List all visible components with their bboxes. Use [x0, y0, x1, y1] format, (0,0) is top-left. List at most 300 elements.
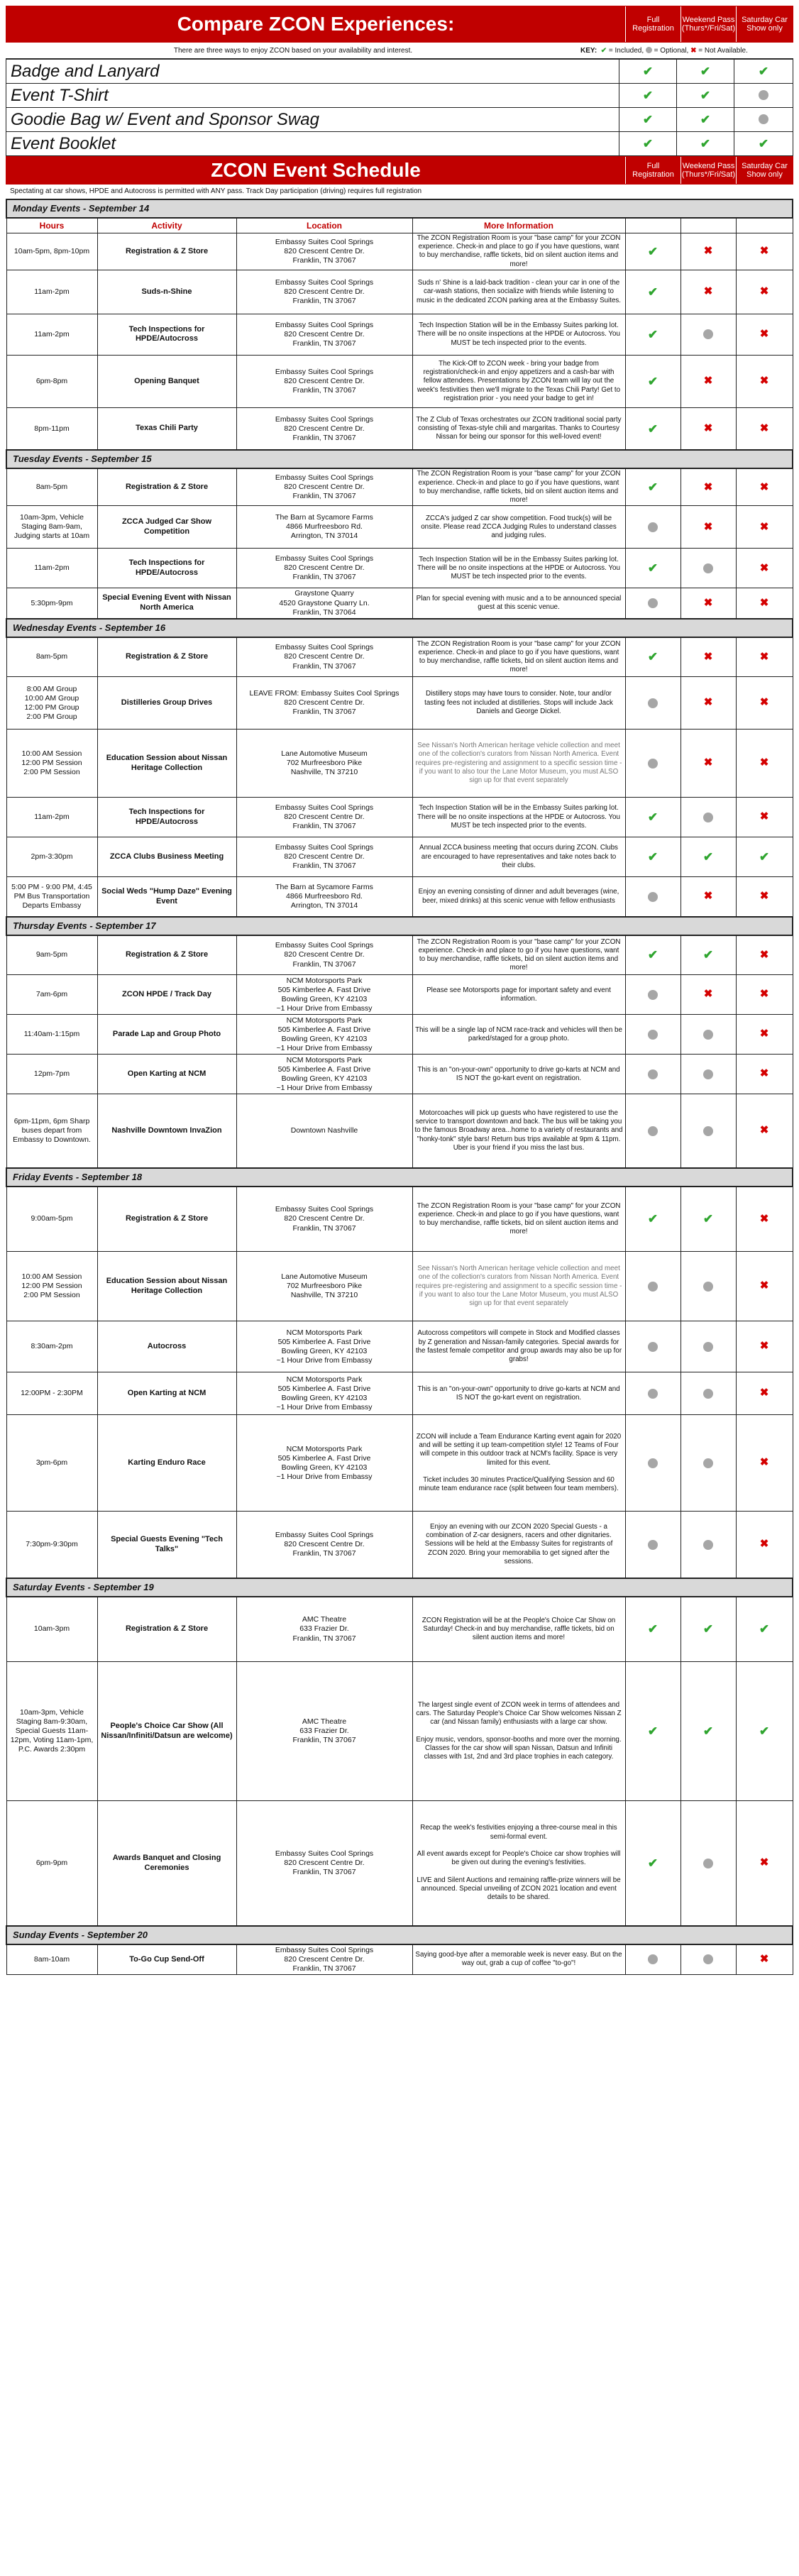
- event-activity: Education Session about Nissan Heritage Collection: [97, 730, 236, 798]
- event-availability: [736, 468, 793, 505]
- event-availability: [736, 730, 793, 798]
- event-availability: [736, 407, 793, 450]
- event-row: [6, 837, 793, 877]
- optional-dot-icon: [703, 1458, 713, 1468]
- perk-name: Event T-Shirt: [6, 84, 619, 108]
- x-icon: ✖: [703, 650, 713, 663]
- event-availability: [625, 1512, 680, 1578]
- event-row: [6, 506, 793, 549]
- event-info: The ZCON Registration Room is your "base camp" for your ZCON experience. Check-in and place to go if you have questions, want to buy merchandise, raffle tickets, bid on silent auction items and more!: [412, 637, 625, 677]
- check-icon: ✔: [700, 136, 711, 150]
- event-row: [6, 637, 793, 677]
- perk-row: [6, 132, 793, 156]
- optional-dot-icon: [703, 563, 713, 573]
- x-icon: ✖: [759, 480, 769, 493]
- event-hours: 11am-2pm: [6, 798, 97, 837]
- optional-dot-icon: [648, 990, 658, 1000]
- event-availability: [736, 588, 793, 619]
- event-location: Embassy Suites Cool Springs 820 Crescent Centre Dr. Franklin, TN 37067: [236, 549, 412, 588]
- event-info: Tech Inspection Station will be in the Embassy Suites parking lot. There will be no onsite inspections at the HPDE or Autocross. You MUST be tech inspected prior to the events.: [412, 549, 625, 588]
- col-blank: [625, 218, 680, 233]
- event-activity: Open Karting at NCM: [97, 1055, 236, 1094]
- event-location: AMC Theatre 633 Frazier Dr. Franklin, TN 37067: [236, 1597, 412, 1662]
- event-availability: [625, 1321, 680, 1372]
- event-location: Embassy Suites Cool Springs 820 Crescent Centre Dr. Franklin, TN 37067: [236, 798, 412, 837]
- perk-row: [6, 60, 793, 84]
- check-icon: ✔: [758, 136, 769, 150]
- event-activity: Karting Enduro Race: [97, 1415, 236, 1512]
- event-info: Please see Motorsports page for important safety and event information.: [412, 975, 625, 1015]
- event-row: [6, 1252, 793, 1321]
- day-header: [6, 619, 793, 637]
- event-availability: [736, 1187, 793, 1252]
- event-info: The ZCON Registration Room is your "base camp" for your ZCON experience. Check-in and place to go if you have questions, want to buy merchandise, raffle tickets, bid on silent auction items and more!: [412, 935, 625, 975]
- x-icon: ✖: [759, 890, 769, 903]
- event-hours: 6pm-9pm: [6, 1801, 97, 1926]
- event-activity: People's Choice Car Show (All Nissan/Infiniti/Datsun are welcome): [97, 1662, 236, 1801]
- event-location: Embassy Suites Cool Springs 820 Crescent Centre Dr. Franklin, TN 37067: [236, 1187, 412, 1252]
- check-icon: ✔: [702, 948, 714, 962]
- key-optional: = Optional,: [654, 46, 689, 55]
- day-label: Thursday Events - September 17: [6, 917, 793, 935]
- event-info: The ZCON Registration Room is your "base camp" for your ZCON experience. Check-in and place to go if you have questions, want to buy merchandise, raffle tickets, bid on silent auction items and more!: [412, 468, 625, 505]
- key-not-available: = Not Available.: [698, 46, 748, 55]
- check-icon: ✔: [700, 88, 711, 102]
- event-info: Distillery stops may have tours to consider. Note, tour and/or tasting fees not included at distilleries. Stops will include Jack Daniels and George Dickel.: [412, 677, 625, 730]
- event-info: Annual ZCCA business meeting that occurs during ZCON. Clubs are encouraged to have representatives and take notes back to their clubs.: [412, 837, 625, 877]
- event-row: [6, 314, 793, 355]
- day-label: Tuesday Events - September 15: [6, 450, 793, 468]
- event-location: Embassy Suites Cool Springs 820 Crescent Centre Dr. Franklin, TN 37067: [236, 270, 412, 314]
- day-label: Monday Events - September 14: [6, 199, 793, 218]
- event-availability: [680, 1252, 736, 1321]
- event-availability: [625, 1597, 680, 1662]
- perk-availability: [619, 108, 677, 132]
- event-location: NCM Motorsports Park 505 Kimberlee A. Fast Drive Bowling Green, KY 42103 ~1 Hour Drive from Embassy: [236, 1321, 412, 1372]
- schedule-title: ZCON Event Schedule: [211, 159, 421, 181]
- optional-dot-icon: [648, 1030, 658, 1040]
- event-activity: Texas Chili Party: [97, 407, 236, 450]
- event-row: [6, 1415, 793, 1512]
- event-activity: Distilleries Group Drives: [97, 677, 236, 730]
- check-icon: ✔: [700, 112, 711, 126]
- event-row: [6, 1187, 793, 1252]
- perk-availability: [677, 84, 734, 108]
- event-location: Embassy Suites Cool Springs 820 Crescent Centre Dr. Franklin, TN 37067: [236, 355, 412, 407]
- optional-dot-icon: [759, 114, 768, 124]
- event-activity: Registration & Z Store: [97, 637, 236, 677]
- event-availability: [625, 1801, 680, 1926]
- check-icon: ✔: [758, 64, 769, 78]
- perk-availability: [734, 84, 793, 108]
- day-header: [6, 450, 793, 468]
- check-icon: ✔: [647, 244, 659, 258]
- optional-dot-icon: [648, 1069, 658, 1079]
- perk-availability: [734, 60, 793, 84]
- event-availability: [625, 1372, 680, 1415]
- event-hours: 9:00am-5pm: [6, 1187, 97, 1252]
- event-location: Lane Automotive Museum 702 Murfreesboro Pike Nashville, TN 37210: [236, 1252, 412, 1321]
- check-icon: ✔: [647, 850, 659, 864]
- event-location: Embassy Suites Cool Springs 820 Crescent Centre Dr. Franklin, TN 37067: [236, 837, 412, 877]
- event-activity: Special Guests Evening "Tech Talks": [97, 1512, 236, 1578]
- event-row: [6, 588, 793, 619]
- event-availability: [625, 935, 680, 975]
- event-availability: [736, 637, 793, 677]
- event-availability: [680, 588, 736, 619]
- x-icon: ✖: [703, 988, 713, 1001]
- event-availability: [736, 935, 793, 975]
- optional-dot-icon: [648, 1282, 658, 1292]
- event-availability: [680, 877, 736, 917]
- event-availability: [736, 1512, 793, 1578]
- event-activity: ZCCA Judged Car Show Competition: [97, 506, 236, 549]
- event-availability: [680, 1597, 736, 1662]
- check-icon: ✔: [642, 136, 654, 150]
- event-location: Embassy Suites Cool Springs 820 Crescent Centre Dr. Franklin, TN 37067: [236, 1944, 412, 1975]
- event-hours: 11:40am-1:15pm: [6, 1015, 97, 1055]
- event-location: NCM Motorsports Park 505 Kimberlee A. Fast Drive Bowling Green, KY 42103 ~1 Hour Drive from Embassy: [236, 975, 412, 1015]
- check-icon: ✔: [642, 88, 654, 102]
- event-location: NCM Motorsports Park 505 Kimberlee A. Fast Drive Bowling Green, KY 42103 ~1 Hour Drive from Embassy: [236, 1372, 412, 1415]
- event-availability: [680, 355, 736, 407]
- optional-dot-icon: [648, 1126, 658, 1136]
- event-availability: [736, 1055, 793, 1094]
- event-availability: [680, 233, 736, 270]
- event-availability: [625, 588, 680, 619]
- event-availability: [736, 355, 793, 407]
- event-location: AMC Theatre 633 Frazier Dr. Franklin, TN 37067: [236, 1662, 412, 1801]
- event-location: NCM Motorsports Park 505 Kimberlee A. Fast Drive Bowling Green, KY 42103 ~1 Hour Drive from Embassy: [236, 1015, 412, 1055]
- legend-key: [580, 47, 793, 55]
- event-hours: 6pm-11pm, 6pm Sharp buses depart from Embassy to Downtown.: [6, 1094, 97, 1168]
- event-info: The ZCON Registration Room is your "base camp" for your ZCON experience. Check-in and place to go if you have questions, want to buy merchandise, raffle tickets, bid on silent auction items and more!: [412, 1187, 625, 1252]
- comparison-sheet: [6, 6, 793, 1975]
- page-title: Compare ZCON Experiences:: [177, 13, 455, 35]
- event-hours: 10:00 AM Session 12:00 PM Session 2:00 PM Session: [6, 730, 97, 798]
- event-info: Saying good-bye after a memorable week is never easy. But on the way out, grab a cup of coffee "to-go"!: [412, 1944, 625, 1975]
- event-hours: 7:30pm-9:30pm: [6, 1512, 97, 1578]
- event-availability: [736, 1801, 793, 1926]
- check-icon: ✔: [647, 285, 659, 299]
- event-row: [6, 1597, 793, 1662]
- event-activity: Registration & Z Store: [97, 1187, 236, 1252]
- event-activity: Tech Inspections for HPDE/Autocross: [97, 549, 236, 588]
- check-icon: ✔: [759, 850, 770, 864]
- event-availability: [625, 407, 680, 450]
- perk-availability: [619, 84, 677, 108]
- col-weekend-pass: Weekend Pass (Thurs*/Fri/Sat): [680, 6, 736, 42]
- event-location: The Barn at Sycamore Farms 4866 Murfreesboro Rd. Arrington, TN 37014: [236, 877, 412, 917]
- event-availability: [736, 677, 793, 730]
- event-row: [6, 935, 793, 975]
- event-availability: [680, 677, 736, 730]
- event-location: Embassy Suites Cool Springs 820 Crescent Centre Dr. Franklin, TN 37067: [236, 468, 412, 505]
- event-hours: 7am-6pm: [6, 975, 97, 1015]
- x-icon: ✖: [703, 375, 713, 387]
- event-info: The largest single event of ZCON week in terms of attendees and cars. The Saturday People's Choice Car Show welcomes Nissan Z car (and Nissan family) enthusiasts with a large car show. Enjoy music, vendors, sponsor-booths and more over the morning. Classes for the car show will span Nissan, Datsun and Infiniti classes with 1st, 2nd and 3rd place trophies in each category.: [412, 1662, 625, 1801]
- optional-dot-icon: [648, 1342, 658, 1352]
- event-info: The Kick-Off to ZCON week - bring your badge from registration/check-in and enjoy appetizers and a cash-bar with fellow attendees. Presentations by ZCON team will lay out the week's festivities then we'll migrate to the Texas Chili Party! Get to registration prior - you need your badge to get in!: [412, 355, 625, 407]
- event-info: Tech Inspection Station will be in the Embassy Suites parking lot. There will be no onsite inspections at the HPDE or Autocross. You MUST be tech inspected prior to the events.: [412, 314, 625, 355]
- x-icon: ✖: [759, 650, 769, 663]
- event-info: See Nissan's North American heritage vehicle collection and meet one of the collection's curators from Nissan North America. Event requires pre-registering and assignment to a specific session time - if you want to also tour the Lane Motor Museum, you must ALSO sign up for that event separately: [412, 1252, 625, 1321]
- col-saturday-only: Saturday Car Show only: [736, 6, 793, 42]
- optional-dot-icon: [703, 1954, 713, 1964]
- x-icon: ✖: [703, 480, 713, 493]
- event-hours: 2pm-3:30pm: [6, 837, 97, 877]
- event-availability: [680, 1187, 736, 1252]
- event-row: [6, 270, 793, 314]
- day-header: [6, 1168, 793, 1187]
- day-header: [6, 917, 793, 935]
- event-row: [6, 355, 793, 407]
- day-label: Saturday Events - September 19: [6, 1578, 793, 1597]
- x-icon: ✖: [759, 1067, 769, 1080]
- event-availability: [736, 877, 793, 917]
- event-row: [6, 1512, 793, 1578]
- optional-dot-icon: [703, 1389, 713, 1399]
- event-availability: [680, 975, 736, 1015]
- event-availability: [680, 1662, 736, 1801]
- day-header: [6, 1578, 793, 1597]
- event-hours: 12pm-7pm: [6, 1055, 97, 1094]
- event-availability: [625, 637, 680, 677]
- x-icon: ✖: [703, 520, 713, 533]
- event-availability: [680, 314, 736, 355]
- optional-dot-icon: [703, 1342, 713, 1352]
- x-icon: ✖: [759, 328, 769, 341]
- event-location: Lane Automotive Museum 702 Murfreesboro Pike Nashville, TN 37210: [236, 730, 412, 798]
- day-label: Sunday Events - September 20: [6, 1926, 793, 1944]
- event-availability: [625, 233, 680, 270]
- event-availability: [625, 798, 680, 837]
- event-row: [6, 677, 793, 730]
- x-icon: ✖: [703, 422, 713, 434]
- event-hours: 8am-5pm: [6, 637, 97, 677]
- event-activity: Registration & Z Store: [97, 1597, 236, 1662]
- event-availability: [680, 1055, 736, 1094]
- event-hours: 12:00PM - 2:30PM: [6, 1372, 97, 1415]
- x-icon: ✖: [759, 285, 769, 298]
- event-availability: [625, 975, 680, 1015]
- x-icon: ✖: [759, 1538, 769, 1551]
- event-availability: [736, 1015, 793, 1055]
- event-availability: [680, 798, 736, 837]
- event-availability: [680, 837, 736, 877]
- x-icon: ✖: [759, 696, 769, 709]
- optional-dot-icon: [759, 90, 768, 100]
- check-icon: ✔: [600, 46, 607, 55]
- check-icon: ✔: [647, 1724, 659, 1739]
- event-availability: [736, 1944, 793, 1975]
- event-hours: 8am-10am: [6, 1944, 97, 1975]
- x-icon: ✖: [759, 520, 769, 533]
- x-icon: ✖: [759, 561, 769, 574]
- event-hours: 3pm-6pm: [6, 1415, 97, 1512]
- event-row: [6, 877, 793, 917]
- event-row: [6, 407, 793, 450]
- check-icon: ✔: [647, 1856, 659, 1870]
- event-hours: 10am-3pm: [6, 1597, 97, 1662]
- event-location: Embassy Suites Cool Springs 820 Crescent Centre Dr. Franklin, TN 37067: [236, 314, 412, 355]
- event-hours: 8pm-11pm: [6, 407, 97, 450]
- schedule-table: [6, 199, 793, 1975]
- event-availability: [680, 1015, 736, 1055]
- event-row: [6, 975, 793, 1015]
- check-icon: ✔: [647, 1212, 659, 1226]
- event-availability: [680, 1415, 736, 1512]
- event-hours: 5:00 PM - 9:00 PM, 4:45 PM Bus Transportation Departs Embassy: [6, 877, 97, 917]
- event-location: NCM Motorsports Park 505 Kimberlee A. Fast Drive Bowling Green, KY 42103 ~1 Hour Drive from Embassy: [236, 1055, 412, 1094]
- event-availability: [736, 233, 793, 270]
- optional-dot-icon: [703, 1859, 713, 1868]
- event-availability: [625, 877, 680, 917]
- event-location: NCM Motorsports Park 505 Kimberlee A. Fast Drive Bowling Green, KY 42103 ~1 Hour Drive from Embassy: [236, 1415, 412, 1512]
- event-activity: Awards Banquet and Closing Ceremonies: [97, 1801, 236, 1926]
- event-row: [6, 1321, 793, 1372]
- event-hours: 11am-2pm: [6, 314, 97, 355]
- perk-name: Goodie Bag w/ Event and Sponsor Swag: [6, 108, 619, 132]
- event-info: Autocross competitors will compete in Stock and Modified classes by Z generation and Nissan-family categories. Special awards for the fastest female competitor and group awards may also be up for grabs!: [412, 1321, 625, 1372]
- event-row: [6, 1662, 793, 1801]
- event-info: This is an "on-your-own" opportunity to drive go-karts at NCM and IS NOT the go-kart event on registration.: [412, 1055, 625, 1094]
- event-activity: ZCON HPDE / Track Day: [97, 975, 236, 1015]
- event-availability: [680, 1094, 736, 1168]
- event-activity: To-Go Cup Send-Off: [97, 1944, 236, 1975]
- event-availability: [680, 1512, 736, 1578]
- event-hours: 10am-5pm, 8pm-10pm: [6, 233, 97, 270]
- event-activity: Registration & Z Store: [97, 935, 236, 975]
- x-icon: ✖: [759, 1856, 769, 1869]
- key-label: KEY:: [580, 46, 597, 55]
- check-icon: ✔: [759, 1622, 770, 1636]
- perk-availability: [619, 60, 677, 84]
- event-location: LEAVE FROM: Embassy Suites Cool Springs 820 Crescent Centre Dr. Franklin, TN 37067: [236, 677, 412, 730]
- event-info: Plan for special evening with music and a to be announced special guest at this scenic venue.: [412, 588, 625, 619]
- event-availability: [736, 1252, 793, 1321]
- event-activity: Registration & Z Store: [97, 468, 236, 505]
- event-hours: 10:00 AM Session 12:00 PM Session 2:00 PM Session: [6, 1252, 97, 1321]
- event-availability: [625, 1252, 680, 1321]
- check-icon: ✔: [702, 1724, 714, 1739]
- event-location: Embassy Suites Cool Springs 820 Crescent Centre Dr. Franklin, TN 37067: [236, 407, 412, 450]
- event-info: Recap the week's festivities enjoying a three-course meal in this semi-formal event. All event awards except for People's Choice car show trophies will be given out during the evening's festivities. LIVE and Silent Auctions and remaining raffle-prize winners will be announced. Special unveiling of ZCON 2021 location and event details to be shared.: [412, 1801, 625, 1926]
- perk-row: [6, 108, 793, 132]
- check-icon: ✔: [647, 480, 659, 495]
- x-icon: ✖: [759, 1028, 769, 1040]
- check-icon: ✔: [647, 422, 659, 436]
- schedule-col-full: Full Registration: [625, 157, 680, 184]
- perk-availability: [677, 132, 734, 156]
- perks-table: [6, 59, 793, 156]
- event-availability: [680, 506, 736, 549]
- x-icon: ✖: [703, 756, 713, 769]
- x-icon: ✖: [759, 422, 769, 434]
- event-row: [6, 233, 793, 270]
- event-availability: [680, 935, 736, 975]
- event-availability: [625, 355, 680, 407]
- x-icon: ✖: [759, 245, 769, 258]
- event-activity: Nashville Downtown InvaZion: [97, 1094, 236, 1168]
- event-activity: Parade Lap and Group Photo: [97, 1015, 236, 1055]
- event-row: [6, 1055, 793, 1094]
- optional-dot-icon: [648, 759, 658, 769]
- column-header-row: [6, 218, 793, 233]
- optional-dot-icon: [703, 1540, 713, 1550]
- event-hours: 6pm-8pm: [6, 355, 97, 407]
- event-availability: [625, 1662, 680, 1801]
- x-icon: ✖: [703, 285, 713, 298]
- event-availability: [625, 468, 680, 505]
- perk-availability: [677, 60, 734, 84]
- check-icon: ✔: [702, 850, 714, 864]
- col-full-registration: Full Registration: [625, 6, 680, 42]
- event-availability: [736, 506, 793, 549]
- event-info: Suds n' Shine is a laid-back tradition - clean your car in one of the car-wash stations, then socialize with friends while listening to music in the dedicated ZCON parking area at the Embassy Suites.: [412, 270, 625, 314]
- event-hours: 8am-5pm: [6, 468, 97, 505]
- check-icon: ✔: [702, 1622, 714, 1636]
- event-activity: Tech Inspections for HPDE/Autocross: [97, 798, 236, 837]
- event-availability: [680, 407, 736, 450]
- event-location: Embassy Suites Cool Springs 820 Crescent Centre Dr. Franklin, TN 37067: [236, 1512, 412, 1578]
- x-icon: ✖: [703, 696, 713, 709]
- event-availability: [625, 730, 680, 798]
- col-more-info: More Information: [412, 218, 625, 233]
- check-icon: ✔: [759, 1724, 770, 1739]
- event-availability: [736, 1597, 793, 1662]
- optional-dot-icon: [703, 1030, 713, 1040]
- optional-dot-icon: [648, 1458, 658, 1468]
- optional-dot-icon: [648, 598, 658, 608]
- x-icon: ✖: [759, 1953, 769, 1966]
- day-label: Wednesday Events - September 16: [6, 619, 793, 637]
- event-location: Downtown Nashville: [236, 1094, 412, 1168]
- event-location: Embassy Suites Cool Springs 820 Crescent Centre Dr. Franklin, TN 37067: [236, 233, 412, 270]
- event-info: ZCON Registration will be at the People's Choice Car Show on Saturday! Check-in and buy merchandise, raffle tickets, bid on silent auction items and more!: [412, 1597, 625, 1662]
- event-hours: 8:00 AM Group 10:00 AM Group 12:00 PM Group 2:00 PM Group: [6, 677, 97, 730]
- x-icon: ✖: [759, 988, 769, 1001]
- event-availability: [625, 1187, 680, 1252]
- check-icon: ✔: [642, 112, 654, 126]
- event-row: [6, 1015, 793, 1055]
- subtitle-row: [6, 43, 793, 59]
- schedule-col-saturday: Saturday Car Show only: [736, 157, 793, 184]
- event-info: Tech Inspection Station will be in the Embassy Suites parking lot. There will be no onsite inspections at the HPDE or Autocross. You MUST be tech inspected prior to the events.: [412, 798, 625, 837]
- event-availability: [736, 837, 793, 877]
- event-activity: Education Session about Nissan Heritage Collection: [97, 1252, 236, 1321]
- event-info: This will be a single lap of NCM race-track and vehicles will then be parked/staged for a group photo.: [412, 1015, 625, 1055]
- event-availability: [736, 798, 793, 837]
- x-icon: ✖: [759, 1279, 769, 1292]
- perk-availability: [734, 108, 793, 132]
- event-availability: [680, 1372, 736, 1415]
- perk-availability: [619, 132, 677, 156]
- event-info: ZCCA's judged Z car show competition. Food truck(s) will be onsite. Please read ZCCA Judging Rules to understand classes and judging rules.: [412, 506, 625, 549]
- check-icon: ✔: [647, 374, 659, 388]
- event-availability: [736, 314, 793, 355]
- x-icon: ✖: [703, 245, 713, 258]
- check-icon: ✔: [647, 948, 659, 962]
- event-info: The Z Club of Texas orchestrates our ZCON traditional social party consisting of Texas-style chili and margaritas. Thanks to Courtesy Nissan for being our sponsor for this well-loved event!: [412, 407, 625, 450]
- event-availability: [736, 1321, 793, 1372]
- event-availability: [736, 1094, 793, 1168]
- event-availability: [680, 468, 736, 505]
- event-info: Enjoy an evening with our ZCON 2020 Special Guests - a combination of Z-car designers, racers and other dignitaries. Sessions will be held at the Embassy Suites for registrants of ZCON 2020. Bring your memorabilia to get signed after the sessions.: [412, 1512, 625, 1578]
- day-header: [6, 199, 793, 218]
- event-availability: [625, 314, 680, 355]
- x-icon: ✖: [759, 756, 769, 769]
